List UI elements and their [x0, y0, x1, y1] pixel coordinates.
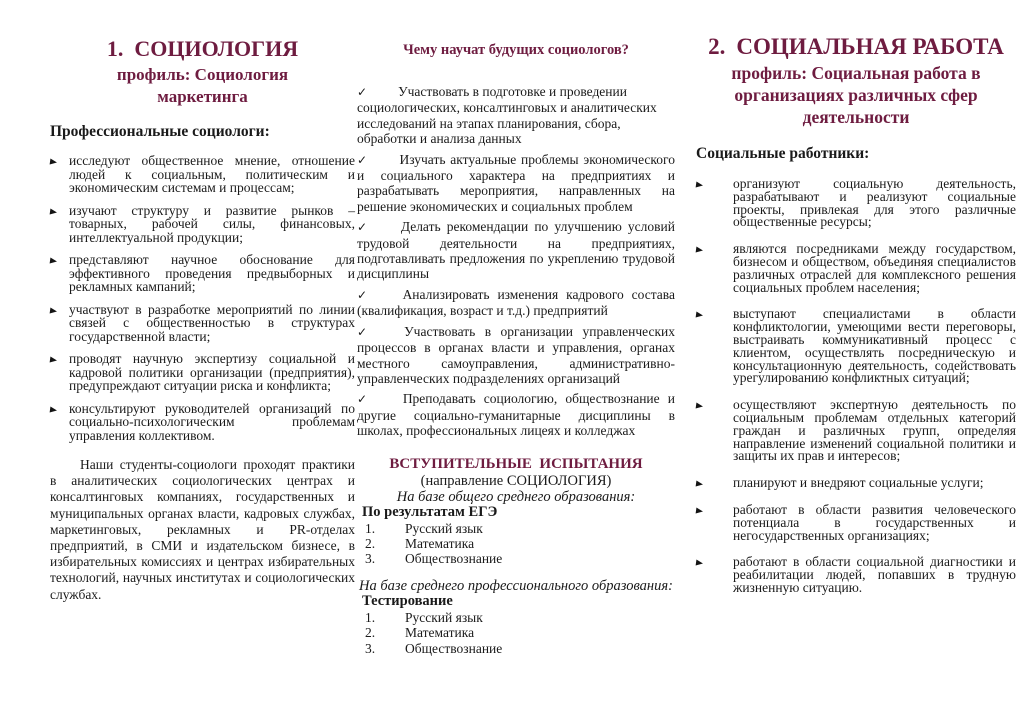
list-item [696, 501, 1016, 543]
social-work-intro-label: Социальные работники: [696, 145, 870, 162]
list-item [696, 178, 1016, 229]
sociology-title [50, 36, 355, 62]
arrowhead-bullet-icon [50, 402, 69, 416]
checkmark-icon: ✓ [357, 324, 374, 339]
arrowhead-bullet-icon [696, 243, 733, 256]
exam-base-label: На базе среднего профессионального образования: [359, 578, 673, 595]
list-item-text: изучают структуру и развитие рынков – товарных, рабочей силы, финансовых, интеллектуальной продукции; [69, 202, 355, 245]
list-item-text: Участвовать в организации управленческих процессов в органах власти и управления, органах местного самоуправления, административно-управленческих подразделениях организаций [357, 323, 675, 386]
exam-subject: Русский язык [405, 610, 483, 626]
list-item [357, 324, 675, 387]
list-item-text: Изучать актуальные проблемы экономического и социального характера на предприятиях и разрабатывать мероприятия, направленных на решение экономических и социальных проблем [357, 151, 675, 214]
list-item [357, 152, 675, 215]
exam-subject: Обществознание [405, 640, 503, 656]
sociology-bullet-list [50, 154, 355, 442]
social-work-bullet-list [696, 178, 1016, 595]
arrowhead-bullet-icon [696, 308, 733, 321]
list-item-text: консультируют руководителей организаций по социально-психологическим проблемам управления коллективом. [69, 400, 355, 443]
list-item-text: являются посредниками между государством, бизнесом и обществом, объединяя специалистов различных отраслей для комплексного решения социальных проблем населения; [733, 241, 1016, 295]
exam-method-label: По результатам ЕГЭ [362, 503, 498, 520]
entrance-exams-title: ВСТУПИТЕЛЬНЫЕ ИСПЫТАНИЯ [389, 455, 643, 472]
section-sociology-curriculum [357, 42, 675, 656]
sociology-profile-subtitle: профиль: Социология маркетинга [116, 65, 289, 106]
list-item-text: участвуют в разработке мероприятий по линии связей с общественностью в структурах государственной власти; [69, 301, 355, 344]
section-sociology [50, 36, 355, 603]
exam-subject-list [357, 521, 675, 567]
exam-section-vocational [357, 579, 675, 656]
checkmark-icon: ✓ [357, 152, 369, 167]
arrowhead-bullet-icon [50, 303, 69, 317]
exam-subject: Математика [405, 535, 475, 551]
list-item [50, 402, 355, 443]
list-item-text: Делать рекомендации по улучшению условий трудовой деятельности на предприятиях, подготавливать предложения по укреплению трудовой дисциплины [357, 219, 675, 282]
list-item [50, 154, 355, 195]
exam-subject-list [357, 610, 675, 656]
list-item [357, 219, 675, 282]
list-item-text: проводят научную экспертизу социальной и кадровой политики организации (предприятия), предупреждают ситуации риска и конфликта; [69, 351, 355, 393]
list-item [50, 253, 355, 294]
list-item-text: работают в области развития человеческого потенциала в государственных и негосударственных организациях; [733, 501, 1016, 543]
exam-base-label: На базе общего среднего образования: [396, 488, 636, 505]
arrowhead-bullet-icon [696, 178, 733, 191]
list-item-text: осуществляют экспертную деятельность по социальным проблемам отдельных категорий граждан и различных групп, определяя направление изменений социальной политики и защиты их прав и интересов; [733, 397, 1016, 464]
sociology-practice-paragraph: Наши студенты-социологи проходят практики в аналитических социологических центрах и консалтинговых компаниях, государственных и муниципальных органах власти, кадровых службах, маркетинговых, рекламных и PR-отделах предприятий, в СМИ и издательском бизнесе, в избирательных комиссиях и центрах избирательных технологий, научных институтах и социологических службах. [50, 457, 355, 602]
exam-method-label: Тестирование [362, 593, 453, 610]
list-item-text: представляют научное обоснование для эффективного проведения предвыборных и рекламных кампаний; [69, 252, 355, 294]
curriculum-heading: Чему научат будущих социологов? [403, 42, 629, 58]
list-item [50, 352, 355, 393]
list-item-text: Преподавать социологию, обществознание и другие социально-гуманитарные дисциплины в школах, профессиональных лицеях и колледжах [357, 391, 675, 439]
list-item [696, 399, 1016, 463]
checkmark-icon: ✓ [357, 220, 370, 235]
list-item-text: выступают специалистами в области конфликтологии, умеющими вести переговоры, выстраивать коммуникативный процесс с клиентом, осуществлять посредническую и консультационную деятельность, содействовать урегулированию конфликтных ситуаций; [733, 306, 1016, 386]
curriculum-list [357, 84, 675, 439]
sociology-title-text: СОЦИОЛОГИЯ [134, 36, 299, 61]
exam-subject: Математика [405, 625, 475, 641]
section-social-work [696, 34, 1016, 609]
list-item-text: Анализировать изменения кадрового состава (квалификация, возраст и т.д.) предприятий [357, 286, 675, 319]
sociology-intro-label: Профессиональные социологи: [50, 123, 270, 140]
entrance-exams-subtitle: (направление СОЦИОЛОГИЯ) [420, 472, 612, 489]
checkmark-icon: ✓ [357, 392, 372, 407]
checkmark-icon: ✓ [357, 85, 368, 99]
social-work-title [696, 34, 1016, 60]
sociology-title-number: 1. [106, 36, 124, 61]
list-item [357, 391, 675, 438]
arrowhead-bullet-icon [50, 154, 69, 168]
arrowhead-bullet-icon [50, 352, 69, 366]
arrowhead-bullet-icon [50, 253, 69, 267]
exam-subject: Обществознание [405, 550, 503, 566]
list-item [357, 84, 675, 147]
list-item-text: Участвовать в подготовке и проведении социологических, консалтинговых и аналитических исследований на этапах планирования, сбора, обработки и анализа данных [357, 84, 657, 147]
entrance-exams-block [357, 456, 675, 656]
list-item-text: организуют социальную деятельность, разрабатывают и реализуют социальные проекты, привлекая для этого различные общественные ресурсы; [733, 176, 1016, 230]
list-item [696, 556, 1016, 594]
list-item-text: работают в области социальной диагностики и реабилитации людей, попавших в трудную жизненную ситуацию. [733, 554, 1016, 595]
arrowhead-bullet-icon [696, 399, 733, 412]
arrowhead-bullet-icon [696, 477, 733, 490]
list-item [696, 243, 1016, 294]
list-item-text: исследуют общественное мнение, отношение людей к социальным, политическим и экономическим системам и процессам; [69, 153, 355, 195]
social-work-title-text: СОЦИАЛЬНАЯ РАБОТА [736, 34, 1004, 59]
social-work-profile-subtitle: профиль: Социальная работа в организациях различных сфер деятельности [731, 63, 981, 127]
list-item [696, 477, 1016, 490]
arrowhead-bullet-icon [696, 504, 733, 517]
arrowhead-bullet-icon [696, 556, 733, 569]
list-item [50, 204, 355, 245]
exam-section-general [357, 490, 675, 567]
list-item [696, 308, 1016, 385]
list-item-text: планируют и внедряют социальные услуги; [733, 475, 984, 491]
list-item [357, 287, 675, 319]
arrowhead-bullet-icon [50, 204, 69, 218]
social-work-title-number: 2. [708, 34, 726, 59]
list-item [50, 303, 355, 344]
checkmark-icon: ✓ [357, 287, 372, 302]
exam-subject: Русский язык [405, 520, 483, 536]
